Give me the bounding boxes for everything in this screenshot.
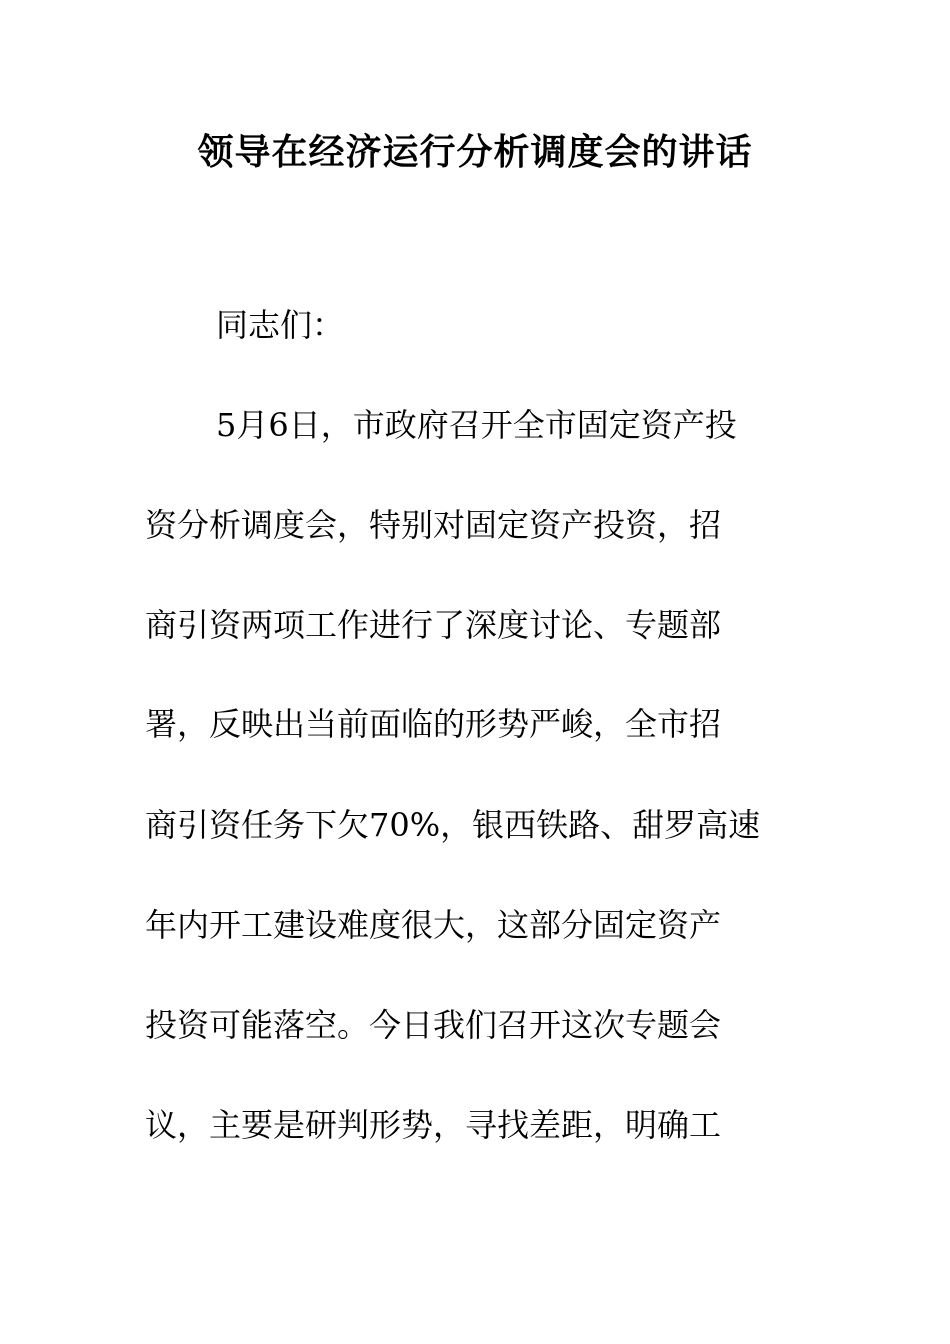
paragraph-line-4: 署，反映出当前面临的形势严峻，全市招 — [145, 705, 722, 743]
paragraph-line-3: 商引资两项工作进行了深度讨论、专题部 — [145, 606, 722, 644]
paragraph-line-2: 资分析调度会，特别对固定资产投资，招 — [145, 506, 722, 544]
paragraph-line-5: 商引资任务下欠70%，银西铁路、甜罗高速 — [145, 806, 761, 844]
paragraph-line-7: 投资可能落空。今日我们召开这次专题会 — [145, 1006, 722, 1044]
paragraph-line-1: 5月6日，市政府召开全市固定资产投 — [216, 406, 737, 444]
salutation: 同志们： — [216, 306, 345, 344]
paragraph-line-8: 议，主要是研判形势，寻找差距，明确工 — [145, 1106, 722, 1144]
paragraph-line-6: 年内开工建设难度很大，这部分固定资产 — [145, 906, 722, 944]
document-title: 领导在经济运行分析调度会的讲话 — [197, 132, 753, 173]
